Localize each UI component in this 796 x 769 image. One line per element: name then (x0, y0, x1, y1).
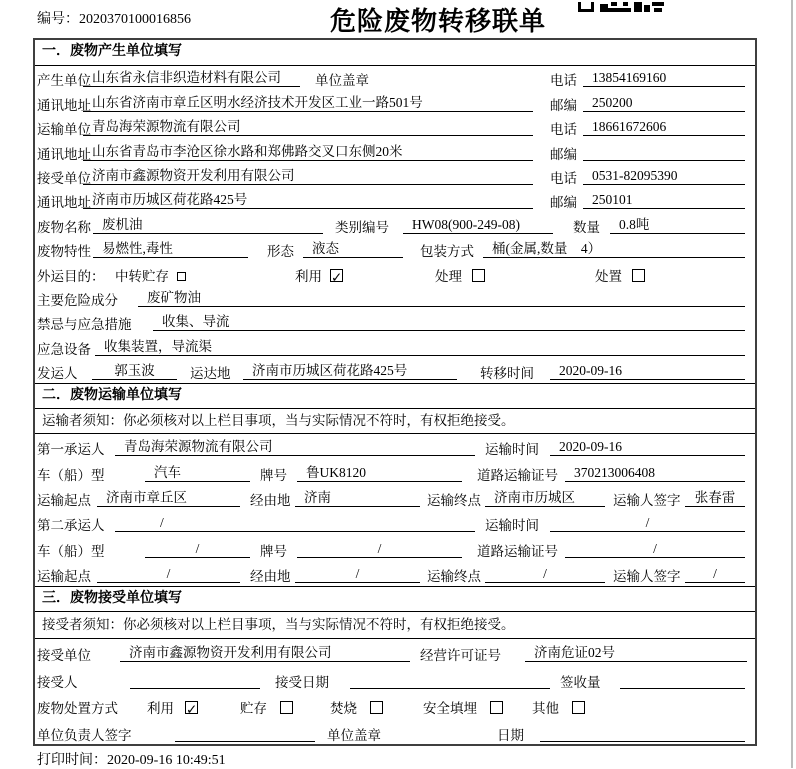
received-qty-value (620, 672, 745, 689)
transport-time-label: 运输时间 (485, 518, 539, 534)
taboo-value: 收集、导流 (153, 314, 745, 331)
equipment-label: 应急设备 (37, 341, 91, 357)
doc-title: 危险废物转移联单 (330, 7, 547, 36)
packing-value: 桶(金属,数量 4） (483, 241, 745, 258)
checkbox-dispose (632, 269, 645, 282)
waste-name-label: 废物名称 (37, 219, 91, 235)
zip-label: 邮编 (550, 97, 577, 113)
plate-label: 牌号 (260, 467, 287, 483)
producer-zip: 250200 (583, 95, 745, 112)
waste-name-value: 废机油 (93, 217, 323, 234)
producer-value: 山东省永信非织造材料有限公司 (83, 70, 300, 87)
manifest-form (33, 38, 757, 746)
route-via-label: 经由地 (250, 492, 291, 508)
section2-header: 二．废物运输单位填写 (35, 383, 755, 409)
carrier-sign-label: 运输人签字 (613, 568, 681, 584)
accept-person-value (130, 672, 260, 689)
section1-header: 一．废物产生单位填写 (35, 40, 755, 66)
receiver-unit-value: 济南市鑫源物资开发利用有限公司 (83, 168, 533, 185)
plate-value: 鲁UK8120 (297, 465, 462, 482)
taboo-label: 禁忌与应急措施 (37, 317, 132, 333)
checkbox-transit-storage (177, 272, 186, 281)
quantity-label: 数量 (573, 219, 600, 235)
first-carrier-label: 第一承运人 (37, 442, 105, 458)
row-accept-unit (35, 639, 755, 666)
option-utilize: 利用 (147, 701, 174, 717)
option-landfill: 安全填埋 (423, 701, 477, 717)
row-disposal-method (35, 692, 755, 719)
route-start-value2: / (97, 566, 240, 583)
hazard-label: 主要危险成分 (37, 292, 118, 308)
unit-seal-label: 单位盖章 (327, 727, 381, 743)
zip-label: 邮编 (550, 146, 577, 162)
sign-date-label: 日期 (497, 727, 524, 743)
row-emergency-equipment (35, 334, 755, 358)
row-hazard-components (35, 286, 755, 310)
first-carrier-value: 青岛海荣源物流有限公司 (115, 439, 475, 456)
unit-seal-label: 单位盖章 (315, 73, 369, 89)
receiver-phone: 0531-82095390 (583, 168, 745, 185)
row-accept-person (35, 665, 755, 692)
vehicle-type-label: 车（船）型 (37, 467, 105, 483)
producer-phone: 13854169160 (583, 70, 745, 87)
plate-value2: / (297, 541, 462, 558)
row-waste-traits (35, 237, 755, 261)
route-start-label: 运输起点 (37, 568, 91, 584)
license-label: 经营许可证号 (420, 648, 501, 664)
section3-notice: 接受者须知：你必须核对以上栏目事项，当与实际情况不符时，有权拒绝接受。 (35, 612, 755, 639)
destination-value: 济南市历城区荷花路425号 (243, 363, 457, 380)
route-via-value2: / (295, 566, 420, 583)
print-time: 打印时间：2020-09-16 10:49:51 (37, 753, 226, 768)
dispatcher-value: 郭玉波 (92, 363, 177, 380)
category-value: HW08(900-249-08) (403, 217, 553, 234)
receiver-unit-label: 接受单位 (37, 170, 91, 186)
transport-address: 山东省青岛市李沧区徐水路和郑佛路交叉口东侧20米 (83, 144, 533, 161)
sign-date-value (540, 725, 745, 742)
option-storage: 贮存 (240, 701, 267, 717)
destination-label: 运达地 (190, 366, 231, 382)
transport-time-label: 运输时间 (485, 442, 539, 458)
responsible-sign-value (175, 725, 315, 742)
zip-label: 邮编 (550, 195, 577, 211)
plate-label: 牌号 (260, 543, 287, 559)
form-value: 液态 (303, 241, 403, 258)
dispatcher-label: 发运人 (37, 366, 78, 382)
waste-traits-value: 易燃性,毒性 (93, 241, 248, 258)
row-producer-address (35, 90, 755, 114)
vehicle-type-label: 车（船）型 (37, 543, 105, 559)
address-label: 通讯地址 (37, 146, 91, 162)
accept-unit-value: 济南市鑫源物资开发利用有限公司 (120, 645, 410, 662)
accept-person-label: 接受人 (37, 674, 78, 690)
equipment-value: 收集装置，导流渠 (95, 339, 745, 356)
row-transfer-purpose (35, 261, 755, 285)
row-producer (35, 66, 755, 90)
transport-unit-value: 青岛海荣源物流有限公司 (83, 119, 533, 136)
section2-notice: 运输者须知：你必须核对以上栏目事项，当与实际情况不符时，有权拒绝接受。 (35, 409, 755, 434)
carrier-sign-label: 运输人签字 (613, 492, 681, 508)
checkbox-other (572, 701, 585, 714)
checkbox-utilize: ✓ (331, 269, 343, 282)
purpose-label: 外运目的： (37, 268, 105, 284)
option-treat: 处理 (435, 268, 462, 284)
checkbox-treat (472, 269, 485, 282)
route-end-label: 运输终点 (427, 492, 481, 508)
responsible-sign-label: 单位负责人签字 (37, 727, 132, 743)
license-value: 济南危证02号 (525, 645, 747, 662)
carrier-sign-value2: / (685, 566, 745, 583)
second-carrier-value: / (115, 515, 475, 532)
transport-unit-label: 运输单位 (37, 122, 91, 138)
row-second-vehicle (35, 535, 755, 560)
doc-number: 编号：2020370100016856 (37, 12, 191, 27)
row-first-carrier (35, 434, 755, 459)
option-utilize: 利用 (295, 268, 322, 284)
accept-date-label: 接受日期 (275, 674, 329, 690)
waste-traits-label: 废物特性 (37, 244, 91, 260)
phone-label: 电话 (550, 122, 577, 138)
transfer-time-value: 2020-09-16 (550, 363, 745, 380)
road-permit-value: 370213006408 (565, 465, 745, 482)
scan-page-edge (791, 0, 793, 768)
producer-label: 产生单位 (37, 73, 91, 89)
road-permit-value2: / (565, 541, 745, 558)
transport-zip (583, 144, 745, 161)
road-permit-label: 道路运输证号 (477, 543, 558, 559)
checkbox-incinerate (370, 701, 383, 714)
row-responsible-sign (35, 718, 755, 745)
route-via-value: 济南 (295, 490, 420, 507)
address-label: 通讯地址 (37, 97, 91, 113)
row-receiver-unit (35, 164, 755, 188)
phone-label: 电话 (550, 73, 577, 89)
second-carrier-label: 第二承运人 (37, 518, 105, 534)
receiver-address: 济南市历城区荷花路425号 (83, 192, 533, 209)
transport-phone: 18661672606 (583, 119, 745, 136)
route-end-value2: / (485, 566, 605, 583)
vehicle-type-value: 汽车 (145, 465, 250, 482)
row-second-route (35, 561, 755, 586)
transfer-time-label: 转移时间 (480, 366, 534, 382)
qr-code-fragment (578, 0, 664, 11)
route-start-value: 济南市章丘区 (97, 490, 240, 507)
option-dispose: 处置 (595, 268, 622, 284)
row-transport-unit (35, 115, 755, 139)
phone-label: 电话 (550, 170, 577, 186)
option-incinerate: 焚烧 (330, 701, 357, 717)
vehicle-type-value2: / (145, 541, 250, 558)
transport-time-value: 2020-09-16 (550, 439, 745, 456)
row-receiver-address (35, 188, 755, 212)
received-qty-label: 签收量 (560, 674, 601, 690)
address-label: 通讯地址 (37, 195, 91, 211)
row-first-route (35, 485, 755, 510)
accept-unit-label: 接受单位 (37, 648, 91, 664)
row-taboo-measures (35, 310, 755, 334)
category-label: 类别编号 (335, 219, 389, 235)
option-transit-storage: 中转贮存 (115, 268, 169, 284)
disposal-method-label: 废物处置方式 (37, 701, 118, 717)
hazard-value: 废矿物油 (138, 290, 745, 307)
road-permit-label: 道路运输证号 (477, 467, 558, 483)
producer-address: 山东省济南市章丘区明水经济技术开发区工业一路501号 (83, 95, 533, 112)
receiver-zip: 250101 (583, 192, 745, 209)
accept-date-value (350, 672, 550, 689)
section3-header: 三．废物接受单位填写 (35, 586, 755, 612)
row-transport-address (35, 139, 755, 163)
checkbox-storage (280, 701, 293, 714)
route-end-value: 济南市历城区 (485, 490, 605, 507)
checkbox-landfill (490, 701, 503, 714)
transport-time-value2: / (550, 515, 745, 532)
packing-label: 包装方式 (420, 244, 474, 260)
row-dispatcher (35, 359, 755, 383)
row-waste-name (35, 212, 755, 236)
quantity-value: 0.8吨 (610, 217, 745, 234)
route-end-label: 运输终点 (427, 568, 481, 584)
route-via-label: 经由地 (250, 568, 291, 584)
row-second-carrier (35, 510, 755, 535)
route-start-label: 运输起点 (37, 492, 91, 508)
form-label: 形态 (267, 244, 294, 260)
option-other: 其他 (532, 701, 559, 717)
checkbox-utilize: ✓ (186, 702, 198, 715)
carrier-sign-value: 张春雷 (685, 490, 745, 507)
row-first-vehicle (35, 459, 755, 484)
